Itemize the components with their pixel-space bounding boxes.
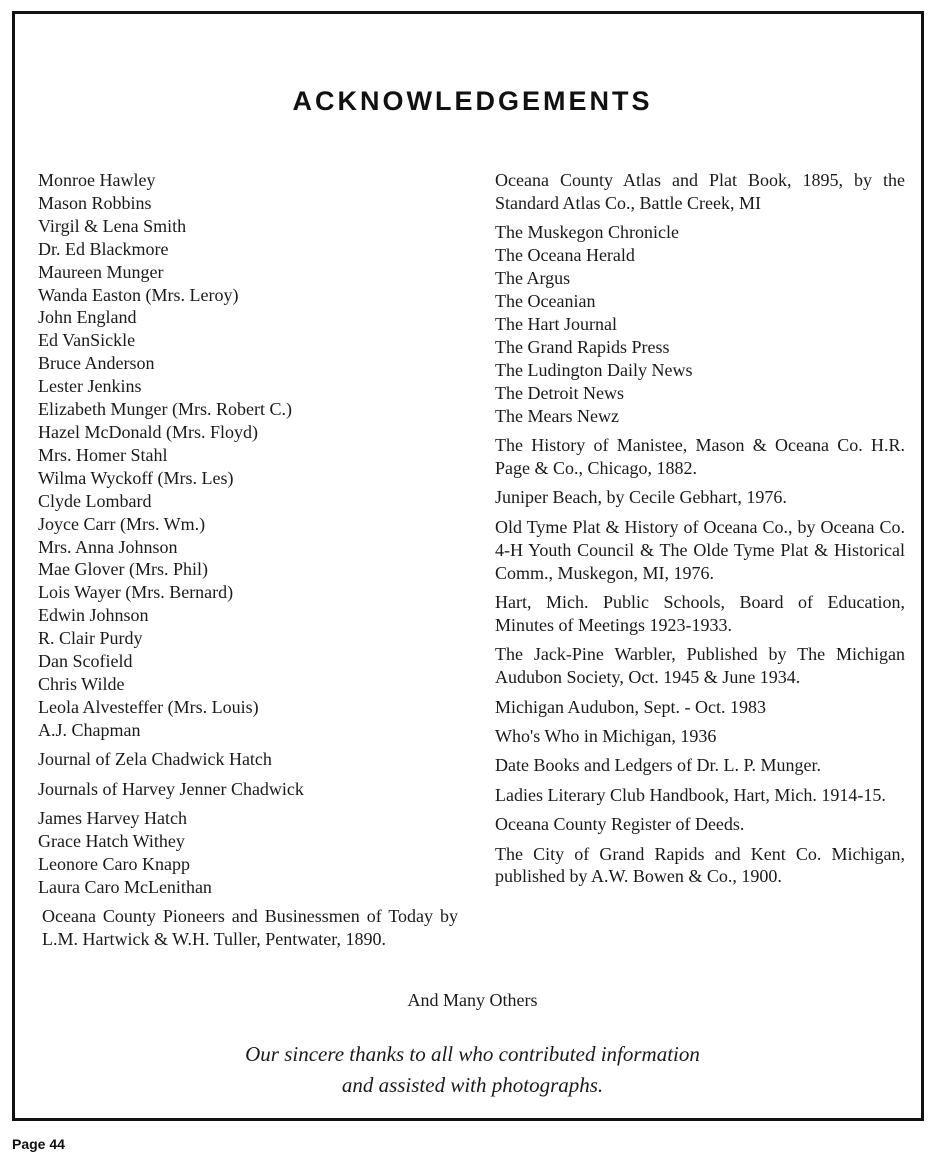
left-entry: Ed VanSickle — [38, 330, 136, 351]
page-title: ACKNOWLEDGEMENTS — [292, 86, 653, 116]
page-number: Page 44 — [12, 1136, 65, 1152]
left-entry: Dan Scofield — [38, 651, 133, 672]
left-entry: Lois Wayer (Mrs. Bernard) — [38, 582, 234, 603]
left-entry: James Harvey Hatch — [38, 807, 187, 828]
right-entry: The History of Manistee, Mason & Oceana Co. H.R. Page & Co., Chicago, 1882. — [495, 434, 905, 478]
right-entry: Juniper Beach, by Cecile Gebhart, 1976. — [495, 487, 787, 508]
right-entry: The City of Grand Rapids and Kent Co. Michigan, published by A.W. Bowen & Co., 1900. — [495, 843, 905, 887]
right-entry: The Mears Newz — [495, 405, 619, 426]
left-entry: Grace Hatch Withey — [38, 830, 185, 851]
left-entry: Laura Caro McLenithan — [38, 876, 212, 897]
left-entry: Maureen Munger — [38, 261, 164, 282]
left-entry: Mae Glover (Mrs. Phil) — [38, 559, 208, 580]
right-entry: The Argus — [495, 268, 571, 289]
left-entry: Mrs. Anna Johnson — [38, 536, 178, 557]
left-entry: A.J. Chapman — [38, 719, 141, 740]
right-entry: Michigan Audubon, Sept. - Oct. 1983 — [495, 696, 766, 717]
left-entry: Oceana County Pioneers and Businessmen of Today by L.M. Hartwick & W.H. Tuller, Pentwater, 1890. — [42, 906, 458, 949]
left-entry: Leola Alvesteffer (Mrs. Louis) — [38, 696, 259, 717]
right-entry: The Jack-Pine Warbler, Published by The Michigan Audubon Society, Oct. 1945 & June 1934. — [495, 644, 905, 688]
left-entry: Journals of Harvey Jenner Chadwick — [38, 778, 304, 799]
right-entry: The Hart Journal — [495, 313, 617, 334]
right-entry: The Detroit News — [495, 382, 624, 403]
left-entry: Dr. Ed Blackmore — [38, 238, 169, 259]
left-entry: Mason Robbins — [38, 192, 152, 213]
thanks-note — [0, 1039, 945, 1101]
left-entry: Monroe Hawley — [38, 170, 156, 190]
right-column — [495, 169, 905, 888]
left-entry: Bruce Anderson — [38, 353, 155, 374]
right-entry: Oceana County Atlas and Plat Book, 1895, by the Standard Atlas Co., Battle Creek, MI — [495, 170, 905, 213]
left-entry: Chris Wilde — [38, 673, 125, 694]
thanks-line-1: Our sincere thanks to all who contributed information — [245, 1042, 700, 1066]
right-entry: The Grand Rapids Press — [495, 336, 670, 357]
left-entry: Edwin Johnson — [38, 605, 149, 626]
left-entry: Wilma Wyckoff (Mrs. Les) — [38, 467, 234, 488]
right-entry: The Oceana Herald — [495, 245, 635, 266]
and-many-others: And Many Others — [407, 990, 538, 1010]
right-entry: Who's Who in Michigan, 1936 — [495, 725, 717, 746]
left-entry: Hazel McDonald (Mrs. Floyd) — [38, 421, 258, 442]
right-entry: The Muskegon Chronicle — [495, 222, 679, 243]
left-entry: Clyde Lombard — [38, 490, 152, 511]
right-entry: Date Books and Ledgers of Dr. L. P. Munger. — [495, 755, 821, 776]
left-entry: Wanda Easton (Mrs. Leroy) — [38, 284, 239, 305]
right-entry: Ladies Literary Club Handbook, Hart, Mich. 1914-15. — [495, 784, 886, 805]
right-entry: The Oceanian — [495, 291, 596, 312]
right-entry: Old Tyme Plat & History of Oceana Co., by Oceana Co. 4-H Youth Council & The Olde Tyme Plat & Historical Comm., Muskegon, MI, 1976. — [495, 516, 905, 583]
left-entry: Virgil & Lena Smith — [38, 215, 187, 236]
left-entry: R. Clair Purdy — [38, 628, 143, 649]
right-entry: Oceana County Register of Deeds. — [495, 814, 745, 835]
left-entry: Lester Jenkins — [38, 376, 142, 397]
right-entry: Hart, Mich. Public Schools, Board of Education, Minutes of Meetings 1923-1933. — [495, 591, 905, 635]
left-entry: Mrs. Homer Stahl — [38, 444, 168, 465]
left-entry: John England — [38, 307, 137, 328]
thanks-line-2: and assisted with photographs. — [341, 1073, 604, 1097]
left-entry: Joyce Carr (Mrs. Wm.) — [38, 513, 206, 534]
left-column — [38, 169, 458, 951]
left-entry: Elizabeth Munger (Mrs. Robert C.) — [38, 399, 292, 420]
left-entry: Leonore Caro Knapp — [38, 853, 190, 874]
right-entry: The Ludington Daily News — [495, 359, 693, 380]
left-entry: Journal of Zela Chadwick Hatch — [38, 749, 272, 770]
